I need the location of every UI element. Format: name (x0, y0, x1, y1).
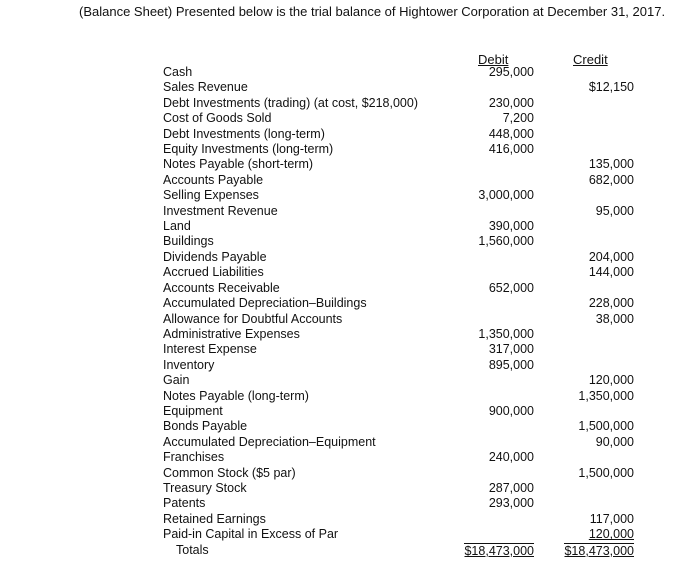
account-name: Retained Earnings (163, 511, 266, 526)
account-name: Equity Investments (long-term) (163, 142, 334, 157)
table-row (0, 173, 700, 188)
account-name: Common Stock ($5 par) (163, 465, 296, 480)
table-row (0, 111, 700, 126)
table-row (0, 188, 700, 203)
credit-amount: 90,000 (595, 434, 634, 449)
account-name: Administrative Expenses (163, 326, 300, 341)
account-name: Buildings (163, 234, 214, 249)
table-row (0, 404, 700, 419)
credit-amount: 120,000 (588, 527, 634, 542)
account-name: Debt Investments (long-term) (163, 126, 325, 141)
debit-amount: 240,000 (488, 450, 534, 465)
table-row (0, 435, 700, 450)
account-name: Selling Expenses (163, 188, 259, 203)
trial-balance-table (0, 65, 700, 558)
credit-amount: 38,000 (595, 311, 634, 326)
total-debit: $18,473,000 (464, 543, 534, 558)
table-row (0, 327, 700, 342)
debit-amount: 287,000 (488, 480, 534, 495)
credit-amount: 1,350,000 (578, 388, 634, 403)
account-name: Cash (163, 65, 193, 79)
table-row (0, 127, 700, 142)
credit-amount: 1,500,000 (578, 419, 634, 434)
table-row (0, 358, 700, 373)
table-row (0, 450, 700, 465)
account-name: Allowance for Doubtful Accounts (163, 311, 343, 326)
credit-amount: 204,000 (588, 249, 634, 264)
debit-amount: 1,350,000 (478, 326, 534, 341)
table-row (0, 512, 700, 527)
debit-amount: 652,000 (488, 280, 534, 295)
table-row (0, 265, 700, 280)
table-row (0, 312, 700, 327)
account-name: Accounts Receivable (163, 280, 280, 295)
table-row (0, 65, 700, 80)
table-row (0, 373, 700, 388)
credit-amount: 120,000 (588, 373, 634, 388)
debit-amount: 3,000,000 (478, 188, 534, 203)
account-name: Sales Revenue (163, 80, 248, 95)
totals-row (0, 543, 700, 558)
account-name: Accrued Liabilities (163, 265, 264, 280)
credit-amount: 135,000 (588, 157, 634, 172)
credit-amount: 144,000 (588, 265, 634, 280)
total-credit: $18,473,000 (564, 543, 634, 558)
credit-amount: 1,500,000 (578, 465, 634, 480)
table-row (0, 219, 700, 234)
debit-amount: 416,000 (488, 142, 534, 157)
account-name: Bonds Payable (163, 419, 248, 434)
table-row (0, 281, 700, 296)
table-row (0, 389, 700, 404)
account-name: Franchises (163, 450, 225, 465)
account-name: Equipment (163, 403, 223, 418)
account-name: Gain (163, 373, 190, 388)
credit-amount: 117,000 (589, 511, 634, 526)
table-row (0, 157, 700, 172)
totals-label: Totals (176, 542, 209, 557)
table-row (0, 250, 700, 265)
table-row (0, 496, 700, 511)
account-name: Land (163, 219, 191, 234)
credit-column-header: Credit (573, 52, 608, 67)
debit-amount: 295,000 (488, 65, 534, 79)
table-row (0, 142, 700, 157)
debit-amount: 1,560,000 (478, 234, 534, 249)
credit-amount: 228,000 (588, 296, 634, 311)
debit-amount: 293,000 (488, 496, 534, 511)
account-name: Notes Payable (long-term) (163, 388, 309, 403)
debit-amount: 900,000 (488, 403, 534, 418)
table-row (0, 527, 700, 542)
debit-amount: 895,000 (488, 357, 534, 372)
table-row (0, 204, 700, 219)
account-name: Patents (163, 496, 206, 511)
account-name: Interest Expense (163, 342, 257, 357)
account-name: Paid-in Capital in Excess of Par (163, 527, 339, 542)
problem-statement: (Balance Sheet) Presented below is the trial balance of Hightower Corporation at December 31, 2017. (79, 4, 666, 19)
table-row (0, 234, 700, 249)
credit-amount: $12,150 (588, 80, 634, 95)
credit-amount: 682,000 (588, 172, 634, 187)
debit-column-header: Debit (478, 52, 509, 67)
table-row (0, 342, 700, 357)
table-row (0, 419, 700, 434)
debit-amount: 230,000 (488, 95, 534, 110)
credit-amount: 95,000 (595, 203, 634, 218)
account-name: Notes Payable (short-term) (163, 157, 314, 172)
debit-amount: 448,000 (488, 126, 534, 141)
account-name: Accumulated Depreciation–Equipment (163, 434, 376, 449)
table-row (0, 80, 700, 95)
debit-amount: 390,000 (488, 219, 534, 234)
debit-amount: 317,000 (488, 342, 534, 357)
table-row (0, 96, 700, 111)
debit-amount: 7,200 (502, 111, 534, 126)
table-row (0, 481, 700, 496)
table-row (0, 466, 700, 481)
account-name: Dividends Payable (163, 249, 267, 264)
account-name: Treasury Stock (163, 480, 247, 495)
account-name: Cost of Goods Sold (163, 111, 272, 126)
account-name: Inventory (163, 357, 215, 372)
table-row (0, 296, 700, 311)
account-name: Investment Revenue (163, 203, 278, 218)
account-name: Debt Investments (trading) (at cost, $218,000) (163, 95, 418, 110)
account-name: Accumulated Depreciation–Buildings (163, 296, 367, 311)
account-name: Accounts Payable (163, 172, 264, 187)
